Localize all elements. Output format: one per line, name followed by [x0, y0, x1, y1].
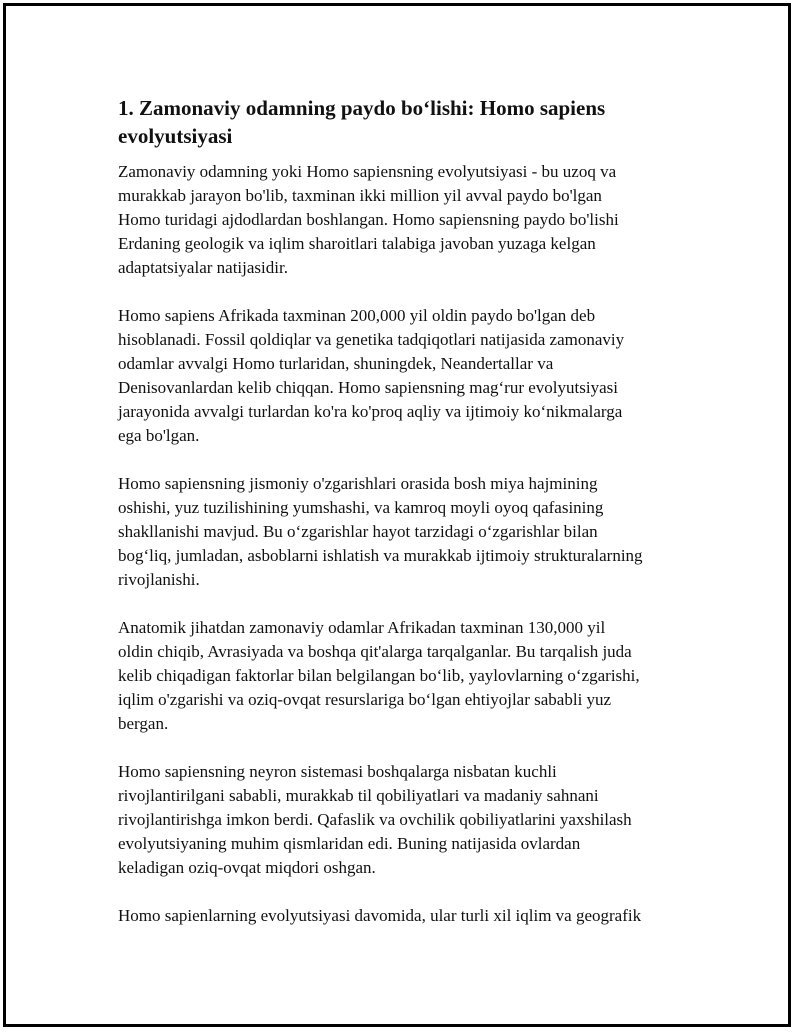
paragraph — [118, 304, 698, 448]
paragraph — [118, 760, 698, 880]
text-line: Homo turidagi ajdodlardan boshlangan. Homo sapiensning paydo bo'lishi — [118, 210, 619, 229]
text-line: kelib chiqadigan faktorlar bilan belgilangan bo‘lib, yaylovlarning o‘zgarishi, — [118, 666, 640, 685]
heading-line: evolyutsiyasi — [118, 124, 233, 148]
text-line: Homo sapiensning jismoniy o'zgarishlari orasida bosh miya hajmining — [118, 474, 598, 493]
text-line: Erdaning geologik va iqlim sharoitlari talabiga javoban yuzaga kelgan — [118, 234, 596, 253]
text-line: Denisovanlardan kelib chiqqan. Homo sapiensning mag‘rur evolyutsiyasi — [118, 378, 618, 397]
text-line: evolyutsiyaning muhim qismlaridan edi. Buning natijasida ovlardan — [118, 834, 581, 853]
heading-line: 1. Zamonaviy odamning paydo bo‘lishi: Homo sapiens — [118, 96, 606, 120]
text-line: Homo sapiens Afrikada taxminan 200,000 yil oldin paydo bo'lgan deb — [118, 306, 596, 325]
text-line: bog‘liq, jumladan, asboblarni ishlatish va murakkab ijtimoiy strukturalarning — [118, 546, 643, 565]
text-line: rivojlantirishga imkon berdi. Qafaslik va ovchilik qobiliyatlarini yaxshilash — [118, 810, 632, 829]
text-line: adaptatsiyalar natijasidir. — [118, 258, 288, 277]
text-line: oldin chiqib, Avrasiyada va boshqa qit'alarga tarqalganlar. Bu tarqalish juda — [118, 642, 632, 661]
text-line: oshishi, yuz tuzilishining yumshashi, va kamroq moyli oyoq qafasining — [118, 498, 604, 517]
text-line: rivojlanishi. — [118, 570, 200, 589]
text-line: jarayonida avvalgi turlardan ko'ra ko'proq aqliy va ijtimoiy ko‘nikmalarga — [118, 402, 623, 421]
text-line: Homo sapiensning neyron sistemasi boshqalarga nisbatan kuchli — [118, 762, 557, 781]
paragraph — [118, 616, 698, 736]
text-line: odamlar avvalgi Homo turlaridan, shuningdek, Neandertallar va — [118, 354, 554, 373]
text-line: murakkab jarayon bo'lib, taxminan ikki million yil avval paydo bo'lgan — [118, 186, 602, 205]
paragraph — [118, 904, 698, 928]
document-body — [118, 94, 698, 952]
text-line: shakllanishi mavjud. Bu o‘zgarishlar hayot tarzidagi o‘zgarishlar bilan — [118, 522, 598, 541]
text-line: bergan. — [118, 714, 169, 733]
text-line: keladigan oziq-ovqat miqdori oshgan. — [118, 858, 376, 877]
text-line: Homo sapienlarning evolyutsiyasi davomida, ular turli xil iqlim va geografik — [118, 906, 642, 925]
text-line: hisoblanadi. Fossil qoldiqlar va genetika tadqiqotlari natijasida zamonaviy — [118, 330, 625, 349]
paragraph — [118, 472, 698, 592]
text-line: ega bo'lgan. — [118, 426, 200, 445]
text-line: rivojlantirilgani sababli, murakkab til qobiliyatlari va madaniy sahnani — [118, 786, 599, 805]
text-line: Anatomik jihatdan zamonaviy odamlar Afrikadan taxminan 130,000 yil — [118, 618, 606, 637]
paragraph — [118, 160, 698, 280]
text-line: Zamonaviy odamning yoki Homo sapiensning evolyutsiyasi - bu uzoq va — [118, 162, 617, 181]
text-line: iqlim o'zgarishi va oziq-ovqat resurslariga bo‘lgan ehtiyojlar sababli yuz — [118, 690, 612, 709]
section-heading — [118, 94, 698, 150]
